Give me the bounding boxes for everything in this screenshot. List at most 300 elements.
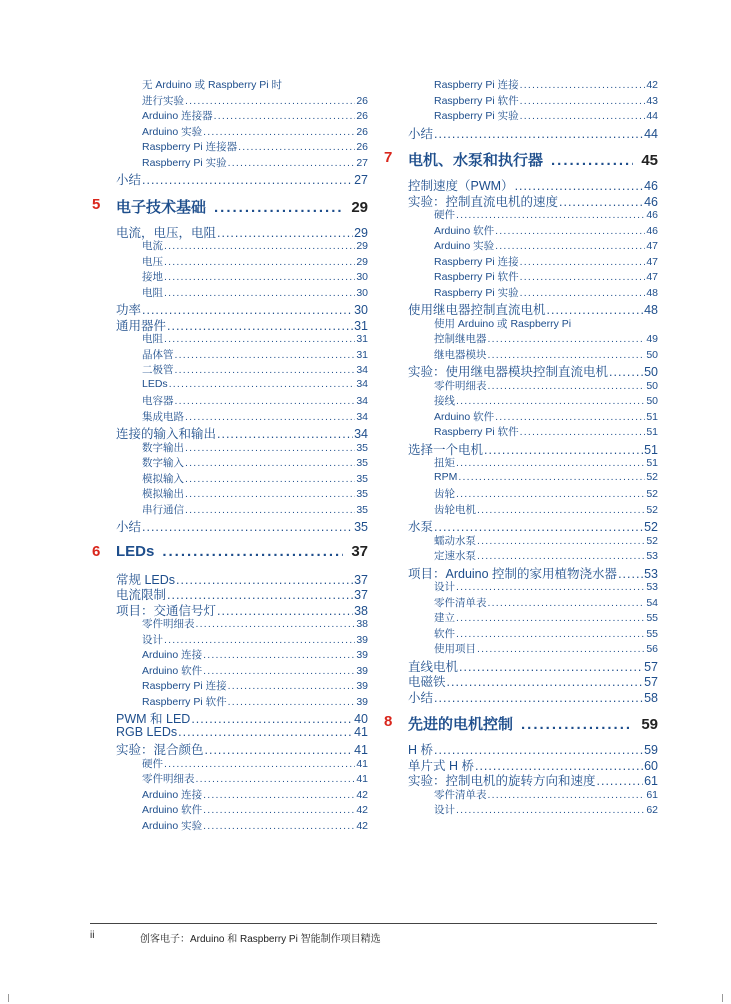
entry-title: 连接的输入和输出 <box>116 427 217 441</box>
entry-title: 使用项目 <box>434 643 476 655</box>
leader-dots <box>203 804 355 816</box>
page-number: 50 <box>646 395 658 407</box>
entry-title: 电压 <box>142 255 163 268</box>
leader-dots <box>228 696 356 708</box>
page-number: 56 <box>646 643 658 655</box>
page-number: 47 <box>646 255 658 268</box>
leader-dots <box>238 141 355 153</box>
entry-title: 设计 <box>142 633 163 646</box>
toc-section[interactable] <box>408 688 658 706</box>
page-number: 41 <box>356 757 368 770</box>
page-number: 38 <box>356 618 368 630</box>
page-number: 31 <box>354 318 368 333</box>
toc-section[interactable] <box>116 517 368 535</box>
page-number: 39 <box>356 664 368 677</box>
page-number: 29 <box>354 225 368 240</box>
page-number: 46 <box>646 224 658 237</box>
page-number: 52 <box>646 503 658 516</box>
toc-subsection[interactable] <box>408 108 658 123</box>
leader-dots <box>456 457 645 469</box>
leader-dots <box>203 126 355 138</box>
toc-subsection[interactable] <box>116 269 368 284</box>
page-number: 48 <box>644 303 658 317</box>
page-number: 52 <box>646 470 658 483</box>
toc-subsection[interactable] <box>408 409 658 424</box>
entry-title: Arduino 实验 <box>434 240 495 252</box>
entry-title: 零件清单表 <box>434 596 487 609</box>
leader-dots <box>495 240 645 252</box>
entry-title: Raspberry Pi 软件 <box>434 94 519 107</box>
leader-dots <box>456 804 645 816</box>
page-number: 26 <box>356 110 368 122</box>
leader-dots <box>434 691 643 705</box>
page-number: 60 <box>644 758 658 773</box>
leader-dots <box>520 287 646 299</box>
entry-title: 选择一个电机 <box>408 442 484 457</box>
page-number: 50 <box>644 365 658 379</box>
leader-dots <box>178 725 353 739</box>
page-number: 34 <box>356 364 368 376</box>
toc-subsection[interactable] <box>408 316 658 331</box>
leader-dots <box>185 442 355 454</box>
page-number: 39 <box>356 649 368 661</box>
page-number: 27 <box>354 173 368 187</box>
page-number: 51 <box>644 442 658 457</box>
leader-dots <box>185 95 355 107</box>
entry-title: 控制继电器 <box>434 333 487 345</box>
page-number: 35 <box>356 457 368 469</box>
toc-subsection[interactable] <box>116 93 368 108</box>
leader-dots <box>495 225 645 237</box>
leader-dots <box>477 535 645 547</box>
toc-subsection[interactable] <box>116 254 368 269</box>
entry-title: 小结 <box>116 173 142 187</box>
toc-subsection[interactable] <box>116 632 368 647</box>
leader-dots <box>196 773 356 785</box>
page-number: 35 <box>356 441 368 454</box>
leader-dots <box>142 173 353 187</box>
entry-title: Arduino 软件 <box>142 804 203 816</box>
page-number: 50 <box>646 348 658 361</box>
entry-title: RPM <box>434 470 458 483</box>
page-number: 46 <box>646 209 658 221</box>
page-number: 62 <box>646 804 658 816</box>
entry-title: 单片式 H 桥 <box>408 758 474 773</box>
entry-title: 实验：混合颜色 <box>116 743 204 757</box>
leader-dots <box>164 758 355 770</box>
page-number: 35 <box>356 503 368 516</box>
toc-subsection[interactable] <box>116 502 368 517</box>
leader-dots <box>488 380 646 392</box>
entry-title: 项目：Arduino 控制的家用植物浇水器 <box>408 566 618 581</box>
toc-subsection[interactable] <box>408 254 658 269</box>
page-number: 55 <box>646 612 658 624</box>
page-number: 53 <box>646 550 658 562</box>
leader-dots <box>142 520 353 534</box>
toc-subsection[interactable] <box>116 471 368 486</box>
page-number: 29 <box>351 198 368 216</box>
entry-title: Arduino 实验 <box>142 819 203 832</box>
toc-subsection[interactable] <box>116 440 368 455</box>
page-number: 55 <box>646 627 658 640</box>
chapter-number: 6 <box>92 542 101 560</box>
page-number: 51 <box>646 457 658 469</box>
entry-title: Raspberry Pi 实验 <box>434 286 519 299</box>
page-number: 44 <box>644 126 658 141</box>
page-number: 37 <box>354 588 368 602</box>
page-number: 26 <box>356 125 368 138</box>
leader-dots <box>520 256 646 268</box>
page-number: 57 <box>644 675 658 689</box>
page-number: 43 <box>646 94 658 107</box>
page-number: 31 <box>356 333 368 345</box>
entry-title: 设计 <box>434 804 455 816</box>
page-number: 35 <box>356 488 368 500</box>
toc-subsection[interactable] <box>116 616 368 631</box>
page-number: 47 <box>646 271 658 283</box>
leader-dots <box>458 471 645 483</box>
page-number: 40 <box>354 712 368 726</box>
toc-subsection[interactable] <box>116 362 368 377</box>
footer-divider <box>90 923 657 924</box>
leader-dots <box>175 395 356 407</box>
page-number: 38 <box>354 603 368 618</box>
page-number: 47 <box>646 240 658 252</box>
entry-title: 硬件 <box>142 757 163 770</box>
entry-title: 扭矩 <box>434 457 455 469</box>
page-number: 37 <box>354 572 368 587</box>
leader-dots <box>203 789 355 801</box>
page-number: 30 <box>356 271 368 283</box>
toc-subsection[interactable] <box>116 108 368 123</box>
toc-subsection[interactable] <box>116 694 368 709</box>
entry-title: 使用 Arduino 或 Raspberry Pi <box>434 317 572 330</box>
toc-subsection[interactable] <box>408 802 658 817</box>
toc-subsection[interactable] <box>408 393 658 408</box>
entry-title: 小结 <box>408 690 434 705</box>
page-number: 42 <box>646 79 658 91</box>
leader-dots <box>520 79 646 91</box>
toc-subsection[interactable] <box>408 77 658 92</box>
entry-title: 接地 <box>142 271 163 283</box>
toc-subsection[interactable] <box>116 331 368 346</box>
toc-subsection[interactable] <box>408 285 658 300</box>
entry-title: 直线电机 <box>408 659 459 674</box>
leader-dots <box>185 504 355 516</box>
toc-subsection[interactable] <box>116 802 368 817</box>
entry-title: 常规 LEDs <box>116 572 176 587</box>
toc-subsection[interactable] <box>116 756 368 771</box>
leader-dots <box>520 110 646 122</box>
leader-dots <box>164 256 355 268</box>
entry-title: 二极管 <box>142 364 174 376</box>
entry-title: 电磁铁 <box>408 675 446 689</box>
toc-subsection[interactable] <box>116 139 368 154</box>
entry-title: 零件明细表 <box>434 379 487 392</box>
entry-title: 继电器模块 <box>434 348 487 361</box>
page-number: 52 <box>644 520 658 534</box>
toc-subsection[interactable] <box>408 223 658 238</box>
footer-page-number: ii <box>90 930 95 941</box>
leader-dots <box>169 378 356 390</box>
page-number: 46 <box>644 179 658 193</box>
toc-subsection[interactable] <box>116 124 368 139</box>
page-number: 29 <box>356 240 368 252</box>
toc-chapter[interactable] <box>408 149 658 170</box>
chapter-title: LEDs <box>116 542 155 560</box>
entry-title: Raspberry Pi 软件 <box>142 695 227 708</box>
toc-chapter[interactable] <box>116 196 368 217</box>
toc-subsection[interactable] <box>116 347 368 362</box>
page-number: 34 <box>356 377 368 390</box>
page-number: 61 <box>644 774 658 788</box>
entry-title: 实验：使用继电器模块控制直流电机 <box>408 365 609 379</box>
leader-dots <box>456 581 645 593</box>
page-number: 26 <box>356 94 368 107</box>
leader-dots <box>185 473 355 485</box>
footer-book-title: 创客电子：Arduino 和 Raspberry Pi 智能制作项目精选 <box>140 934 381 945</box>
page-number: 35 <box>356 472 368 485</box>
page-number: 42 <box>356 804 368 816</box>
page-number: 59 <box>644 743 658 757</box>
toc-subsection[interactable] <box>408 502 658 517</box>
leader-dots <box>196 618 356 630</box>
page-number: 26 <box>356 141 368 153</box>
toc-subsection[interactable] <box>116 455 368 470</box>
page-number: 39 <box>356 633 368 646</box>
crop-mark-right <box>722 994 731 1002</box>
page-number: 52 <box>646 488 658 500</box>
page-number: 45 <box>641 152 658 169</box>
entry-title: Raspberry Pi 连接 <box>142 680 227 692</box>
leader-dots <box>162 543 343 560</box>
entry-title: Raspberry Pi 软件 <box>434 271 519 283</box>
entry-title: 齿轮电机 <box>434 503 476 516</box>
toc-subsection[interactable] <box>408 331 658 346</box>
entry-title: 无 Arduino 或 Raspberry Pi 时 <box>142 79 283 91</box>
page-number: 61 <box>646 788 658 801</box>
leader-dots <box>164 287 355 299</box>
leader-dots <box>520 95 646 107</box>
entry-title: 零件清单表 <box>434 788 487 801</box>
leader-dots <box>434 127 643 141</box>
leader-dots <box>203 649 355 661</box>
page-number: 35 <box>354 520 368 534</box>
toc-subsection[interactable] <box>116 409 368 424</box>
page-number: 49 <box>646 333 658 345</box>
entry-title: LEDs <box>142 377 168 390</box>
leader-dots <box>185 457 355 469</box>
toc-subsection[interactable] <box>408 626 658 641</box>
toc-section[interactable] <box>116 170 368 188</box>
toc-subsection[interactable] <box>408 471 658 483</box>
page-number: 30 <box>354 303 368 317</box>
toc-subsection[interactable] <box>116 285 368 300</box>
leader-dots <box>488 789 646 801</box>
toc-subsection[interactable] <box>408 378 658 393</box>
leader-dots <box>164 634 355 646</box>
toc-subsection[interactable] <box>408 424 658 439</box>
entry-title: 小结 <box>408 126 434 141</box>
entry-title: Arduino 软件 <box>434 410 495 423</box>
page-number: 41 <box>354 743 368 757</box>
leader-dots <box>551 152 633 169</box>
leader-dots <box>164 271 355 283</box>
entry-title: Raspberry Pi 实验 <box>142 156 227 169</box>
entry-title: 水泵 <box>408 520 434 534</box>
toc-subsection[interactable] <box>408 93 658 108</box>
entry-title: Raspberry Pi 连接器 <box>142 141 238 153</box>
chapter-title: 先进的电机控制 <box>408 716 514 733</box>
toc-subsection[interactable] <box>408 595 658 610</box>
leader-dots <box>164 240 355 252</box>
crop-mark-left <box>0 994 9 1002</box>
entry-title: 接线 <box>434 395 455 407</box>
page-number: 31 <box>356 348 368 361</box>
entry-title: 建立 <box>434 612 455 624</box>
toc-subsection[interactable] <box>408 533 658 548</box>
leader-dots <box>175 364 356 376</box>
entry-title: PWM 和 LED <box>116 712 191 726</box>
leader-dots <box>520 426 646 438</box>
entry-title: 齿轮 <box>434 488 455 500</box>
entry-title: RGB LEDs <box>116 724 178 739</box>
entry-title: 项目：交通信号灯 <box>116 603 217 618</box>
leader-dots <box>203 820 355 832</box>
leader-dots <box>228 157 356 169</box>
entry-title: 串行通信 <box>142 503 184 516</box>
toc-section[interactable] <box>408 124 658 142</box>
page-number: 39 <box>356 680 368 692</box>
toc-chapter[interactable] <box>408 713 658 734</box>
page-number: 46 <box>644 194 658 209</box>
leader-dots <box>477 550 645 562</box>
toc-subsection[interactable] <box>408 548 658 563</box>
entry-title: 电容器 <box>142 395 174 407</box>
toc-subsection[interactable] <box>408 787 658 802</box>
toc-subsection[interactable] <box>408 641 658 656</box>
entry-title: 软件 <box>434 627 455 640</box>
page-number: 34 <box>356 410 368 423</box>
toc-subsection[interactable] <box>408 207 658 222</box>
entry-title: 电流 <box>142 240 163 252</box>
leader-dots <box>488 349 646 361</box>
leader-dots <box>495 411 645 423</box>
entry-title: 设计 <box>434 581 455 593</box>
entry-title: 零件明细表 <box>142 773 195 785</box>
entry-title: 实验：控制电机的旋转方向和速度 <box>408 774 596 788</box>
entry-title: 定速水泵 <box>434 550 476 562</box>
toc-subsection[interactable] <box>116 647 368 662</box>
leader-dots <box>488 333 646 345</box>
leader-dots <box>456 209 645 221</box>
leader-dots <box>456 395 645 407</box>
toc-subsection[interactable] <box>408 347 658 362</box>
page-number: 50 <box>646 379 658 392</box>
toc-subsection[interactable] <box>408 486 658 501</box>
entry-title: 晶体管 <box>142 348 174 361</box>
leader-dots <box>477 504 645 516</box>
page-number: 59 <box>641 716 658 733</box>
leader-dots <box>164 333 355 345</box>
entry-title: 模拟输出 <box>142 488 184 500</box>
toc-subsection[interactable] <box>116 787 368 802</box>
entry-title: 零件明细表 <box>142 618 195 630</box>
entry-title: Raspberry Pi 软件 <box>434 426 519 438</box>
entry-title: 电阻 <box>142 286 163 299</box>
page-number: 44 <box>646 110 658 122</box>
page-number: 27 <box>356 156 368 169</box>
entry-title: Arduino 连接 <box>142 649 203 661</box>
toc-subsection[interactable] <box>408 579 658 594</box>
leader-dots <box>228 680 356 692</box>
toc-subsection[interactable] <box>116 393 368 408</box>
toc-subsection[interactable] <box>116 771 368 786</box>
page-number: 41 <box>356 773 368 785</box>
entry-title: Raspberry Pi 连接 <box>434 79 519 91</box>
chapter-title: 电机、水泵和执行器 <box>408 152 544 169</box>
toc-subsection[interactable] <box>116 77 368 92</box>
entry-title: 使用继电器控制直流电机 <box>408 303 546 317</box>
leader-dots <box>520 271 646 283</box>
entry-title: 功率 <box>116 303 142 317</box>
leader-dots <box>185 411 355 423</box>
toc-chapter[interactable] <box>116 543 368 560</box>
leader-dots <box>203 665 355 677</box>
toc-subsection[interactable] <box>116 486 368 501</box>
entry-title: 模拟输入 <box>142 472 184 485</box>
toc-subsection[interactable] <box>408 455 658 470</box>
leader-dots <box>456 628 645 640</box>
entry-title: 集成电路 <box>142 410 184 423</box>
toc-subsection[interactable] <box>116 678 368 693</box>
page-number: 42 <box>356 819 368 832</box>
page-number: 39 <box>356 695 368 708</box>
toc-subsection[interactable] <box>116 663 368 678</box>
toc-subsection[interactable] <box>116 378 368 390</box>
toc-subsection[interactable] <box>116 238 368 253</box>
toc-subsection[interactable] <box>408 269 658 284</box>
toc-subsection[interactable] <box>116 818 368 833</box>
entry-title: 通用器件 <box>116 318 167 333</box>
entry-title: Arduino 软件 <box>142 664 203 677</box>
entry-title: Arduino 实验 <box>142 125 203 138</box>
entry-title: H 桥 <box>408 743 434 757</box>
entry-title: 进行实验 <box>142 94 184 107</box>
page-number: 42 <box>356 788 368 801</box>
entry-title: 控制速度（PWM） <box>408 179 514 193</box>
entry-title: 小结 <box>116 520 142 534</box>
page-number: 29 <box>356 255 368 268</box>
chapter-number: 5 <box>92 195 101 213</box>
entry-title: Arduino 连接器 <box>142 110 213 122</box>
page-number: 34 <box>356 395 368 407</box>
entry-title: 电阻 <box>142 333 163 345</box>
page-number: 41 <box>354 724 368 739</box>
toc-subsection[interactable] <box>116 155 368 170</box>
toc-subsection[interactable] <box>408 238 658 253</box>
leader-dots <box>456 488 645 500</box>
leader-dots <box>488 597 646 609</box>
leader-dots <box>477 643 645 655</box>
leader-dots <box>521 716 633 733</box>
page-number: 53 <box>644 566 658 581</box>
toc-section[interactable] <box>116 725 368 739</box>
toc-subsection[interactable] <box>408 610 658 625</box>
page-number: 54 <box>646 596 658 609</box>
leader-dots <box>456 612 645 624</box>
chapter-number: 7 <box>384 149 393 166</box>
